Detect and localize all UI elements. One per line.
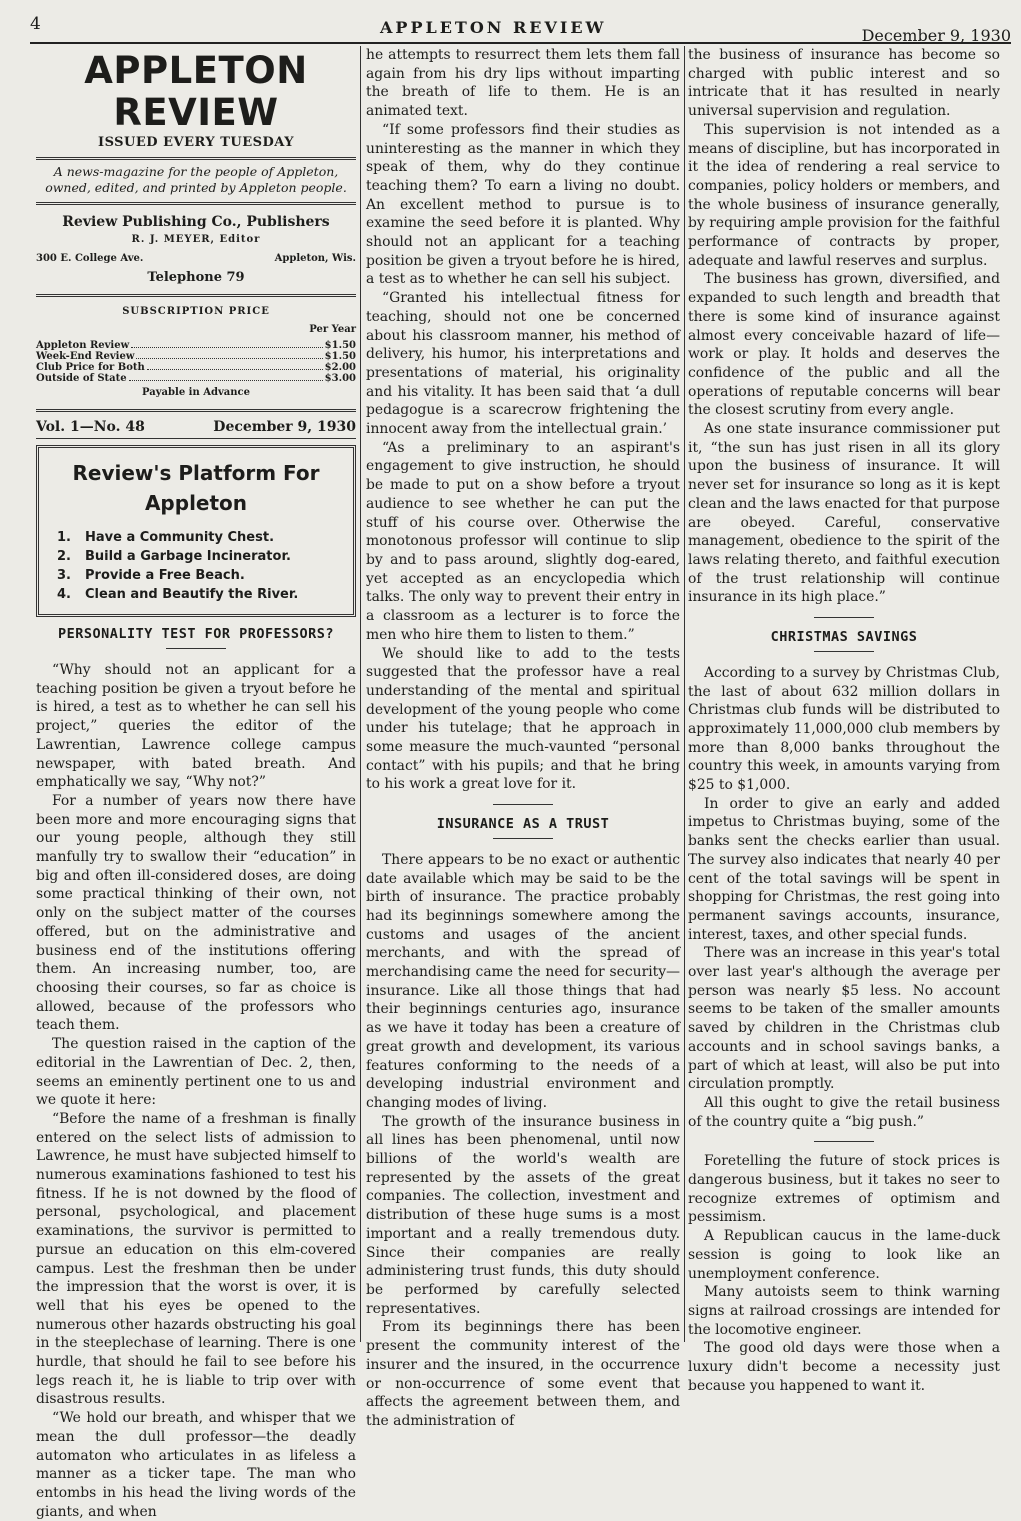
article-paragraph: There appears to be no exact or authentic date available which may be said to be the birth of insurance. The practice probably had its beginnings somewhere among the customs and usages of the ancient merchants, and with the spread of merchandising came the need for security—insurance. Like all those things that had their beginnings centuries ago, insurance as we have it today has been a creature of great growth and development, its various features conforming to the needs of a developing industrial environment and changing modes of living. [366,851,680,1111]
article-paragraph: he attempts to resurrect them lets them fall again from his dry lips without imparting the breath of life to them. He is an animated text. [366,47,680,120]
price-row: Outside of State $3.00 [36,372,356,384]
brief-paragraph: Foretelling the future of stock prices is dangerous business, but it takes no seer to recognize extremes of optimism and pessimism. [688,1153,1000,1226]
article-paragraph: “Before the name of a freshman is finally entered on the select lists of admission to Lawrence, he must have subjected himself to numerous examinations fashioned to test his fitness. If he is not downed by the flood of personal, psychological, and placement examinations, the survivor is permitted to pursue an education on this elm-covered campus. Lest the freshman then be under the impression that the worst is over, it is well that his eyes be opened to the numerous other hazards obstructing his goal in the steeplechase of learning. There is one hurdle, that should he fail to see before his legs reach it, he is liable to trip over with disastrous results. [36,1110,356,1408]
column-right [688,46,1000,1396]
telephone: Telephone 79 [147,269,245,285]
article-paragraph: According to a survey by Christmas Club, the last of about 632 million dollars in Christmas club funds will be distributed to approximately 11,000,000 club members by more than 8,000 banks throughout the country this week, in amounts varying from $25 to $1,000. [688,664,1000,794]
article-paragraph: For a number of years now there have been more and more encouraging signs that our young people, although they still manfully try to swallow their “education” in big and often ill-considered doses, are doing some practical thinking of their own, not only on the subject matter of the courses offered, but on the administrative and business end of the institutions offering them. An increasing number, too, are choosing their courses, so far as choice is allowed, because of the professors who teach them. [36,792,356,1034]
platform-title: Review's Platform For Appleton [72,461,320,516]
issue-date: December 9, 1930 [861,26,1011,45]
article-paragraph: the business of insurance has become so charged with public interest and so intricate that it has resulted in nearly universal supervision and regulation. [688,47,1000,120]
article-paragraph: As one state insurance commissioner put it, “the sun has just risen in all its glory upon the business of insurance. It will never set for insurance so long as it is kept clean and the laws enacted for that purpose are obeyed. Careful, conservative management, obedience to the spirit of the laws relating thereto, and faithful execution of the trust relationship will continue insurance in its high place.” [688,421,1000,606]
article-paragraph: “We hold our breath, and whisper that we mean the dull professor—the deadly automaton who articulates in as lifeless a manner as a ticker tape. The man who entombs in his head the living words of the giants, and when [36,1410,356,1520]
publisher: Review Publishing Co., Publishers [62,213,330,230]
masthead-title: APPLETON REVIEW [84,49,308,134]
article-paragraph: The growth of the insurance business in all lines has been phenomenal, until now billions of the world's wealth are represented by the assets of the great companies. The collection, investment and distribution of these huge sums is a most important and a really tremendous duty. Since their companies are really administering trust funds, this duty should be performed by carefully selected representatives. [366,1113,680,1317]
brief-paragraph: Many autoists seem to think warning signs at railroad crossings are intended for the locomotive engineer. [688,1284,1000,1338]
article-paragraph: “If some professors find their studies as uninteresting as the manner in which they speak of them, why do they continue teaching them? To earn a living no doubt. An excellent method to pursue is to examine the seed before it is planted. Why should not an applicant for a teaching position be given a tryout before he is hired, a test as to whether he can sell his subject. [366,121,680,288]
per-year-label: Per Year [309,324,356,336]
column-divider [684,46,685,1342]
article-paragraph: “As a preliminary to an aspirant's engagement to give instruction, he should be made to put on a show before a tryout audience to see whether he can put the stuff of his course over. Otherwise the monotonous professor will continue to slip by and to pass around, slightly dog-eared, yet accepted as an encyclopedia which talks. The only way to prevent their entry in a classroom as a lecturer is to force the men who hire them to listen to them.” [366,439,680,643]
article-paragraph: All this ought to give the retail business of the country quite a “big push.” [688,1094,1000,1130]
payable-note: Payable in Advance [142,386,250,398]
column-divider [360,46,361,1342]
headline-rule [814,651,874,652]
article-paragraph: The question raised in the caption of the editorial in the Lawrentian of Dec. 2, then, seems an eminently pertinent one to us and we quote it here: [36,1036,356,1109]
column-middle [366,46,680,1431]
running-title: APPLETON REVIEW [380,18,607,37]
article-paragraph: “Why should not an applicant for a teaching position be given a tryout before he is hired, a test as to whether he can sell his project,” queries the editor of the Lawrentian, Lawrence college campus newspaper, with bated breath. And emphatically we say, “Why not?” [36,662,356,791]
headline-rule [493,838,553,839]
street-address: 300 E. College Ave. [36,253,144,265]
article-paragraph: From its beginnings there has been present the community interest of the insurer and the insured, in the occurrence or non-occurrence of some event that affects the agreement between them, and the administration of [366,1319,680,1429]
article-paragraph: We should like to add to the tests suggested that the professor have a real understanding of the mental and spiritual development of the young people who come under his tutelage; that he approach in some measure the much-vaunted “personal contact” with his pupils; and that he bring to his work a great love for it. [366,645,680,793]
price-row: Appleton Review $1.50 [36,339,356,351]
platform-box [36,445,356,617]
volume-row [36,414,356,439]
double-rule [36,157,356,160]
article-headline: INSURANCE AS A TRUST [436,816,610,833]
subscription-heading: SUBSCRIPTION PRICE [122,305,270,317]
address-row [36,250,356,269]
section-rule [493,804,553,805]
section-rule [814,1141,874,1142]
platform-item: 3. Provide a Free Beach. [57,568,245,584]
double-rule [36,294,356,297]
article-headline: CHRISTMAS SAVINGS [770,629,918,646]
masthead-tagline: A news-magazine for the people of Appleton, owned, edited, and printed by Appleton people. [45,163,347,195]
page-number: 4 [30,14,41,34]
editor: R. J. MEYER, Editor [131,234,261,246]
article-paragraph: “Granted his intellectual fitness for teaching, should not one be concerned about his classroom manner, his method of delivery, his humor, his interpretations and presentations of material, his originality and his vitality. It has been said that ‘a dull pedagogue is a scarecrow frightening the innocent away from the intellectual grain.’ [366,290,680,438]
masthead-issued: ISSUED EVERY TUESDAY [97,135,295,150]
price-row: Club Price for Both $2.00 [36,361,356,373]
price-row: Week-End Review $1.50 [36,350,356,362]
column-left [36,44,356,1521]
price-list [36,340,356,384]
platform-item: 1. Have a Community Chest. [57,530,275,546]
volume-date: December 9, 1930 [213,418,356,435]
double-rule [36,409,356,412]
brief-paragraph: A Republican caucus in the lame-duck session is going to look like an unemployment conference. [688,1228,1000,1282]
article-paragraph: The business has grown, diversified, and expanded to such length and breadth that there is some kind of insurance against almost every conceivable hazard of life—work or play. It holds and deserves the confidence of the public and all the operations of reputable concerns will bear the closest scrutiny from every angle. [688,271,1000,419]
article-paragraph: This supervision is not intended as a means of discipline, but has incorporated in it the idea of rendering a real service to companies, policy holders or members, and the whole business of insurance generally, by requiring ample provision for the faithful performance of contracts by proper, adequate and lawful reserves and surplus. [688,121,1000,269]
volume-number: Vol. 1—No. 48 [36,418,145,435]
city: Appleton, Wis. [274,253,356,265]
platform-item: 2. Build a Garbage Incinerator. [57,549,291,565]
double-rule [36,202,356,205]
section-rule [814,617,874,618]
article-paragraph: There was an increase in this year's total over last year's although the average per person was nearly $5 less. No account seems to be taken of the smaller amounts saved by children in the Christmas club accounts and in school savings banks, a part of which at least, will also be put into circulation promptly. [688,945,1000,1093]
article-headline: PERSONALITY TEST FOR PROFESSORS? [57,626,335,643]
article-paragraph: In order to give an early and added impetus to Christmas buying, some of the banks sent the checks earlier than usual. The survey also indicates that nearly 40 per cent of the total savings will be spent in shopping for Christmas, the rest going into permanent savings accounts, insurance, interest, taxes, and other special funds. [688,795,1000,943]
brief-paragraph: The good old days were those when a luxury didn't become a necessity just because you happened to want it. [688,1340,1000,1394]
platform-item: 4. Clean and Beautify the River. [57,587,299,603]
headline-rule [166,648,226,649]
